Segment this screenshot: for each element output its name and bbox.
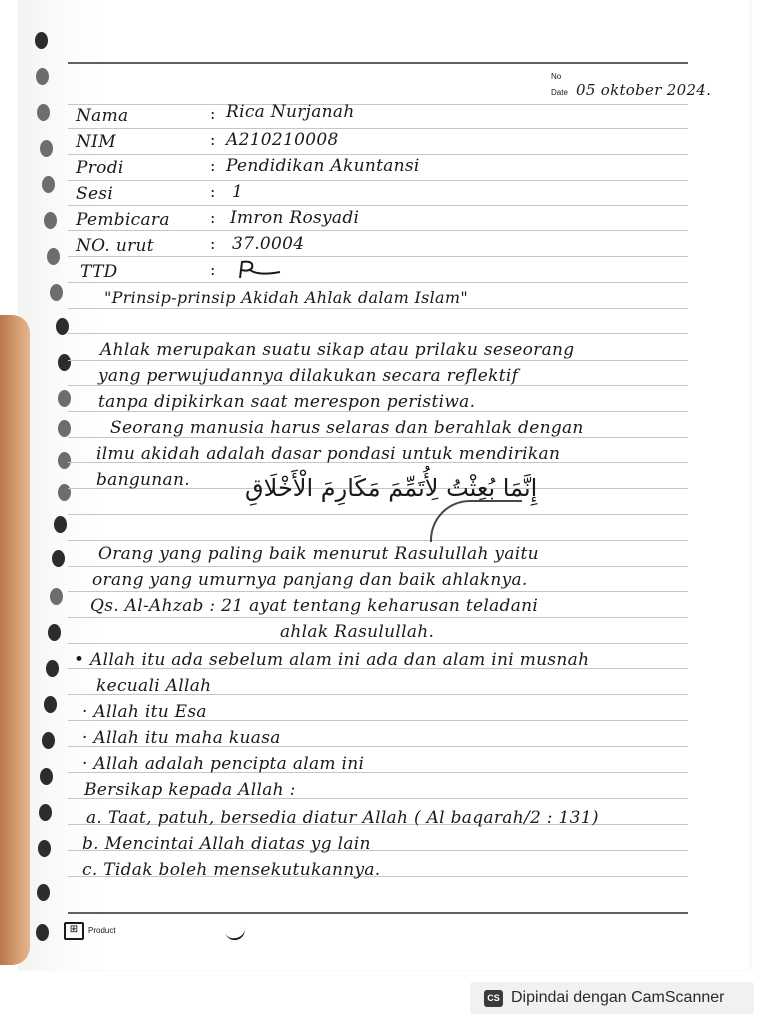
identity-label-sesi: Sesi [76, 184, 114, 204]
bersikap-item: b. Mencintai Allah diatas yg lain [82, 834, 371, 854]
binder-hole [42, 732, 55, 749]
ruled-line [68, 333, 688, 334]
binder-hole [42, 176, 55, 193]
ruled-line [68, 514, 688, 515]
binder-hole [54, 516, 67, 533]
ruled-line [68, 230, 688, 231]
colon: : [210, 260, 216, 279]
binder-hole [47, 248, 60, 265]
bersikap-item: a. Taat, patuh, bersedia diatur Allah ( Al baqarah/2 : 131) [86, 808, 599, 828]
binder-hole [48, 624, 61, 641]
colon: : [210, 182, 216, 201]
binder-hole [50, 588, 63, 605]
product-label: Product [88, 926, 116, 935]
binder-hole [52, 550, 65, 567]
ruled-line [68, 308, 688, 309]
binder-hole [38, 840, 51, 857]
ruled-line [68, 912, 688, 914]
colon: : [210, 156, 216, 175]
no-label: No [551, 72, 562, 81]
bersikap-item: c. Tidak boleh mensekutukannya. [82, 860, 381, 880]
colon: : [210, 130, 216, 149]
binder-hole [46, 660, 59, 677]
ruled-line [68, 154, 688, 155]
identity-label-no-urut: NO. urut [76, 236, 154, 256]
ruled-line [68, 180, 688, 181]
bullet-item: · Allah adalah pencipta alam ini [82, 754, 365, 774]
paragraph-3-line: orang yang umurnya panjang dan baik ahlaknya. [92, 570, 528, 590]
ruled-line [68, 617, 688, 618]
binder-hole [37, 104, 50, 121]
identity-value-nama: Rica Nurjanah [226, 102, 355, 122]
binder-hole [40, 768, 53, 785]
ruled-line [68, 256, 688, 257]
paragraph-2-line: bangunan. [96, 470, 190, 490]
paragraph-2-line: Seorang manusia harus selaras dan berahlak dengan [110, 418, 584, 438]
identity-value-no-urut: 37.0004 [232, 234, 305, 254]
date-value: 05 oktober 2024. [576, 81, 712, 99]
note-title: "Prinsip-prinsip Akidah Ahlak dalam Islam" [104, 288, 468, 307]
paragraph-3-line: Qs. Al-Ahzab : 21 ayat tentang keharusan teladani [90, 596, 539, 616]
paragraph-1-line: tanpa dipikirkan saat merespon peristiwa. [98, 392, 476, 412]
ruled-line [68, 282, 688, 283]
binder-hole [44, 212, 57, 229]
identity-value-pembicara: Imron Rosyadi [230, 208, 360, 228]
binder-hole [50, 284, 63, 301]
bullet-item: · Allah itu Esa [82, 702, 207, 722]
ruled-line [68, 591, 688, 592]
paragraph-1-line: yang perwujudannya dilakukan secara reflektif [98, 366, 519, 386]
binder-hole [58, 484, 71, 501]
bersikap-heading: Bersikap kepada Allah : [84, 780, 296, 800]
signature [236, 258, 282, 282]
bullet-item: · Allah itu maha kuasa [82, 728, 281, 748]
binder-hole [40, 140, 53, 157]
binder-hole [36, 924, 49, 941]
binder-hole [44, 696, 57, 713]
binder-hole [58, 354, 71, 371]
camscanner-text: Dipindai dengan CamScanner [511, 989, 725, 1006]
binder-hole [36, 68, 49, 85]
identity-label-pembicara: Pembicara [76, 210, 170, 230]
identity-value-nim: A210210008 [226, 130, 339, 150]
identity-value-sesi: 1 [232, 182, 244, 202]
bullet-item: • Allah itu ada sebelum alam ini ada dan alam ini musnah [74, 650, 590, 670]
arabic-hadith: إِنَّمَا بُعِثْتُ لِأُتَمِّمَ مَكَارِمَ الْأَخْلَاقِ [245, 474, 538, 502]
binder-hole [58, 420, 71, 437]
identity-label-prodi: Prodi [76, 158, 124, 178]
paragraph-3-line: Orang yang paling baik menurut Rasulullah yaitu [98, 544, 539, 564]
colon: : [210, 104, 216, 123]
identity-label-nama: Nama [76, 106, 129, 126]
identity-value-prodi: Pendidikan Akuntansi [226, 156, 420, 176]
ruled-line [68, 128, 688, 129]
ruled-line [68, 540, 688, 541]
date-label: Date [551, 88, 568, 97]
colon: : [210, 234, 216, 253]
product-logo-icon: ⊞ [64, 922, 84, 940]
camscanner-icon: CS [484, 990, 503, 1007]
paragraph-1-line: Ahlak merupakan suatu sikap atau prilaku seseorang [100, 340, 575, 360]
identity-label-ttd: TTD [80, 262, 118, 282]
colon: : [210, 208, 216, 227]
bullet-item: kecuali Allah [96, 676, 212, 696]
binder-hole [58, 390, 71, 407]
ruled-line [68, 62, 688, 64]
binder-hole [37, 884, 50, 901]
binder-hole [39, 804, 52, 821]
ruled-line [68, 205, 688, 206]
ruled-line [68, 360, 688, 361]
ruled-line [68, 566, 688, 567]
paragraph-3-line: ahlak Rasulullah. [280, 622, 435, 642]
ruled-line [68, 104, 688, 105]
identity-label-nim: NIM [76, 132, 116, 152]
ruled-line [68, 643, 688, 644]
binder-hole [35, 32, 48, 49]
camscanner-watermark [470, 982, 754, 1014]
thumb [0, 315, 30, 965]
binder-hole [58, 452, 71, 469]
paragraph-2-line: ilmu akidah adalah dasar pondasi untuk mendirikan [96, 444, 561, 464]
